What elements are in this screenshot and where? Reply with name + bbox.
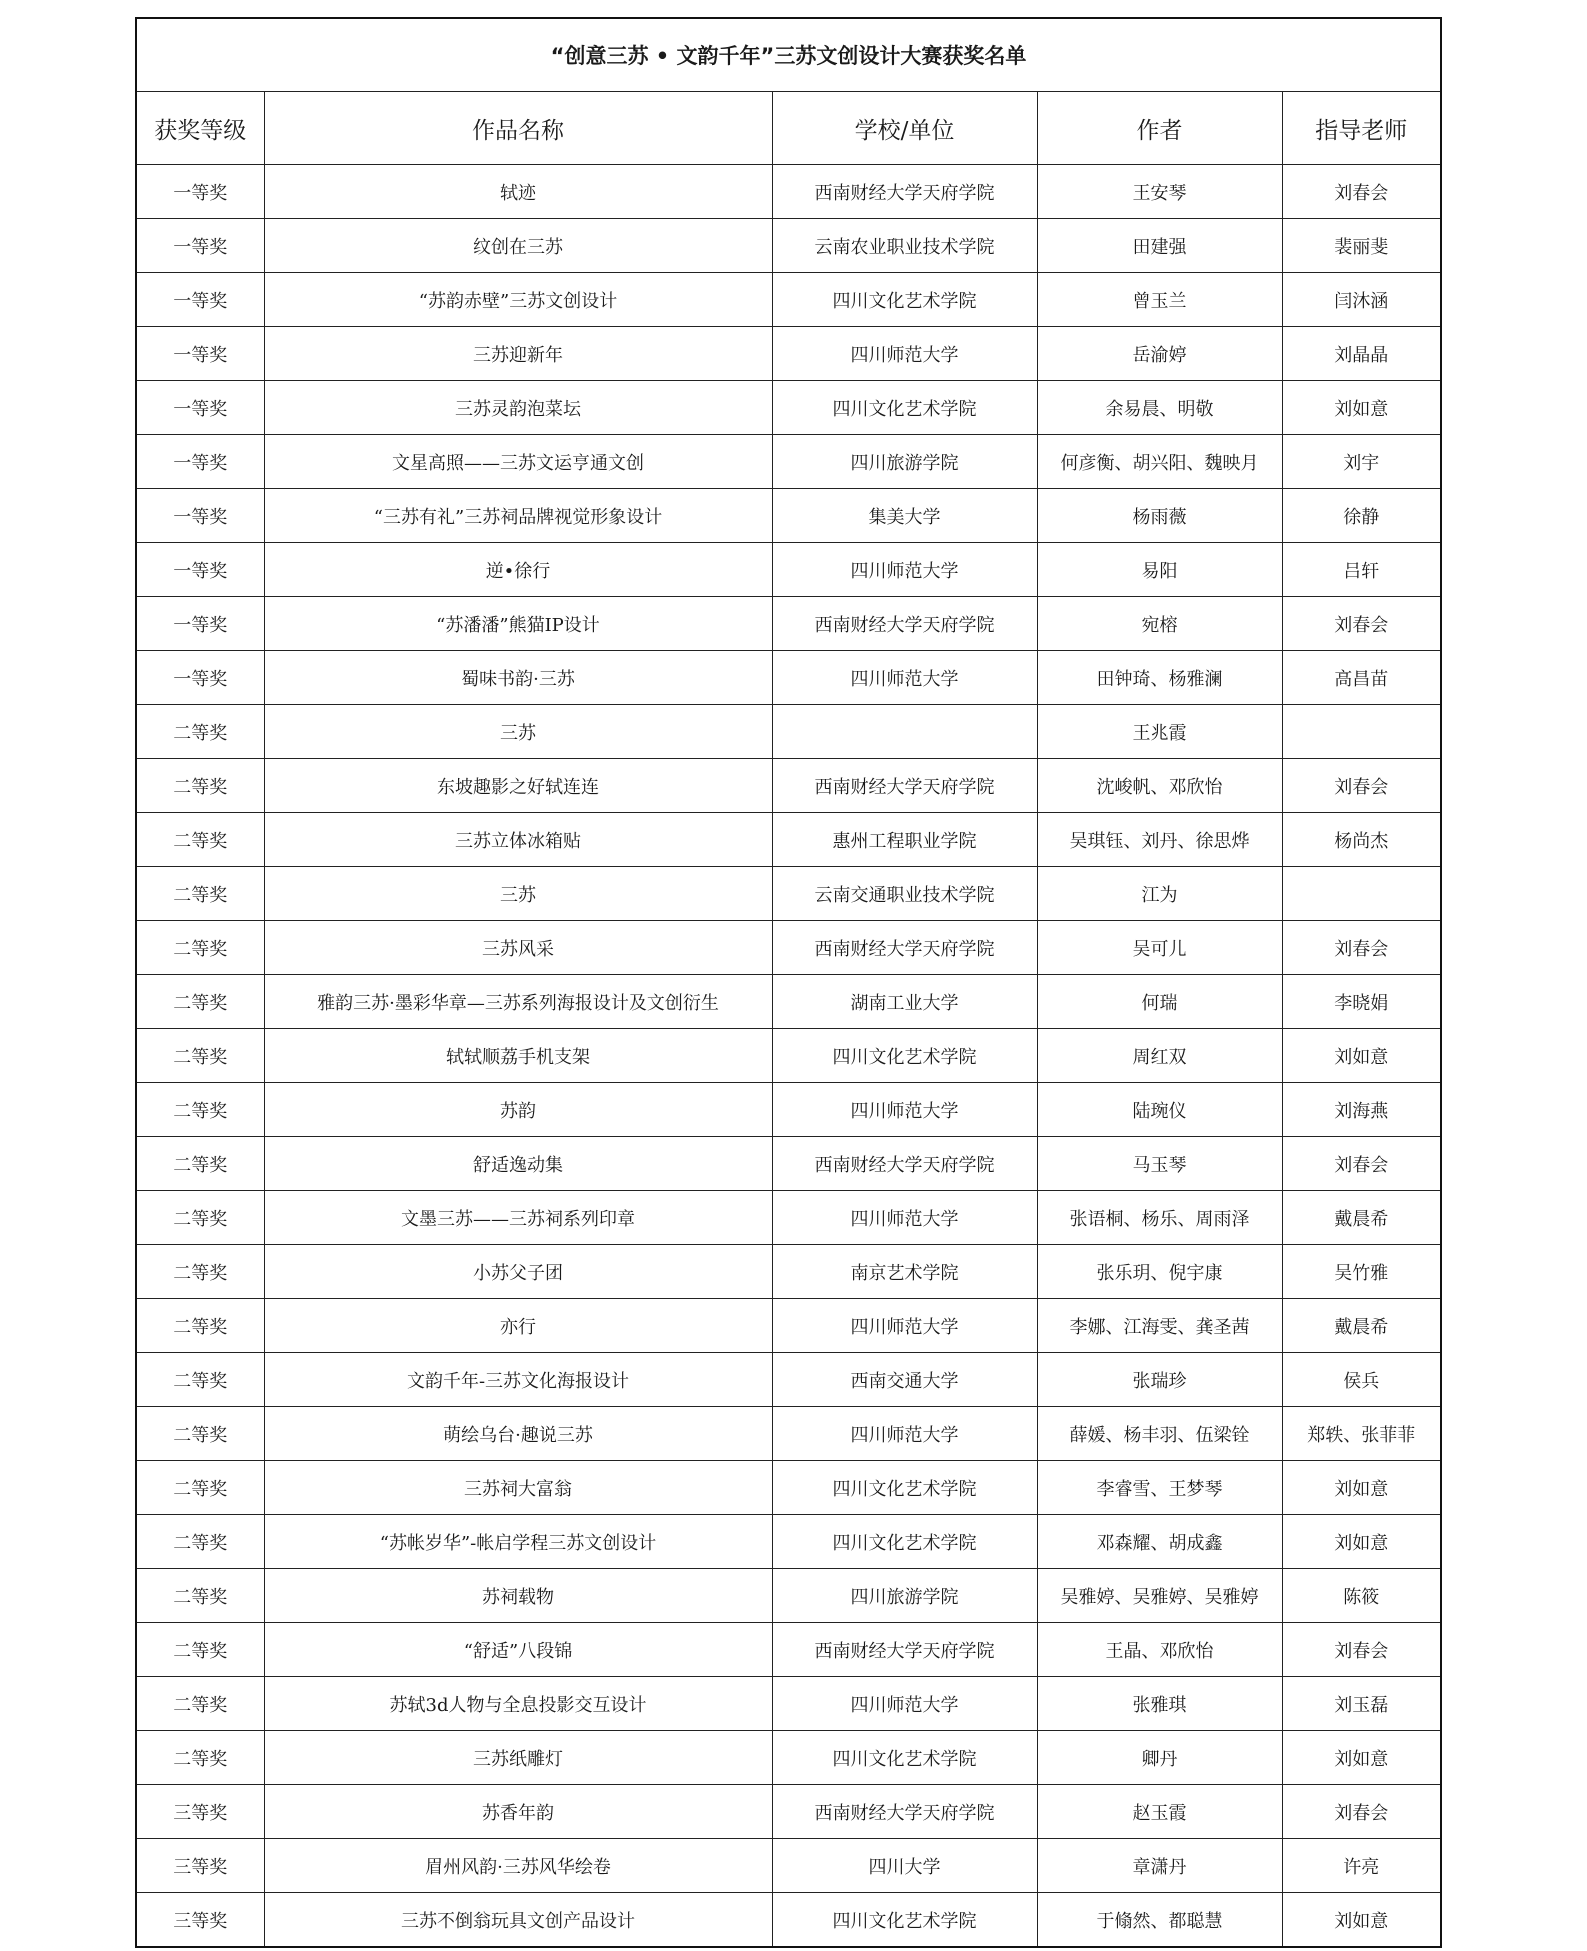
table-row (136, 921, 1441, 975)
cell-author: 何瑞 (1037, 975, 1282, 1029)
cell-work: “舒适”八段锦 (264, 1623, 772, 1677)
cell-work: 三苏 (264, 705, 772, 759)
table-title: “创意三苏 • 文韵千年”三苏文创设计大赛获奖名单 (136, 18, 1441, 92)
cell-school: 南京艺术学院 (772, 1245, 1037, 1299)
cell-teacher: 刘春会 (1282, 759, 1441, 813)
cell-level: 二等奖 (136, 1731, 264, 1785)
cell-teacher: 吕轩 (1282, 543, 1441, 597)
cell-teacher: 徐静 (1282, 489, 1441, 543)
cell-school: 西南财经大学天府学院 (772, 1623, 1037, 1677)
cell-teacher: 侯兵 (1282, 1353, 1441, 1407)
cell-teacher: 陈筱 (1282, 1569, 1441, 1623)
table-row (136, 435, 1441, 489)
table-row (136, 1353, 1441, 1407)
cell-work: 文韵千年-三苏文化海报设计 (264, 1353, 772, 1407)
table-row (136, 219, 1441, 273)
cell-work: 苏香年韵 (264, 1785, 772, 1839)
cell-school (772, 705, 1037, 759)
cell-author: 杨雨薇 (1037, 489, 1282, 543)
cell-school: 湖南工业大学 (772, 975, 1037, 1029)
cell-school: 西南财经大学天府学院 (772, 1785, 1037, 1839)
cell-work: “苏潘潘”熊猫IP设计 (264, 597, 772, 651)
cell-school: 四川大学 (772, 1839, 1037, 1893)
cell-work: 三苏不倒翁玩具文创产品设计 (264, 1893, 772, 1948)
cell-author: 赵玉霞 (1037, 1785, 1282, 1839)
cell-author: 李睿雪、王梦琴 (1037, 1461, 1282, 1515)
cell-work: 三苏祠大富翁 (264, 1461, 772, 1515)
cell-author: 易阳 (1037, 543, 1282, 597)
cell-level: 三等奖 (136, 1893, 264, 1948)
cell-school: 四川文化艺术学院 (772, 273, 1037, 327)
table-row (136, 1893, 1441, 1948)
table-row (136, 1299, 1441, 1353)
cell-author: 岳渝婷 (1037, 327, 1282, 381)
cell-author: 王安琴 (1037, 165, 1282, 219)
table-row (136, 543, 1441, 597)
cell-author: 王兆霞 (1037, 705, 1282, 759)
header-school: 学校/单位 (772, 92, 1037, 165)
cell-teacher: 吴竹雅 (1282, 1245, 1441, 1299)
cell-work: 舒适逸动集 (264, 1137, 772, 1191)
cell-teacher: 刘春会 (1282, 597, 1441, 651)
cell-school: 西南财经大学天府学院 (772, 1137, 1037, 1191)
table-row (136, 1083, 1441, 1137)
cell-teacher: 刘春会 (1282, 1785, 1441, 1839)
table-row (136, 1245, 1441, 1299)
cell-school: 四川文化艺术学院 (772, 1515, 1037, 1569)
cell-teacher (1282, 705, 1441, 759)
cell-school: 集美大学 (772, 489, 1037, 543)
cell-work: “三苏有礼”三苏祠品牌视觉形象设计 (264, 489, 772, 543)
cell-school: 四川师范大学 (772, 1677, 1037, 1731)
cell-level: 二等奖 (136, 759, 264, 813)
table-row (136, 759, 1441, 813)
cell-author: 田钟琦、杨雅澜 (1037, 651, 1282, 705)
cell-level: 三等奖 (136, 1839, 264, 1893)
cell-work: 蜀味书韵·三苏 (264, 651, 772, 705)
cell-level: 二等奖 (136, 1083, 264, 1137)
cell-school: 四川师范大学 (772, 543, 1037, 597)
cell-work: 文星高照——三苏文运亨通文创 (264, 435, 772, 489)
cell-author: 江为 (1037, 867, 1282, 921)
cell-school: 四川师范大学 (772, 1299, 1037, 1353)
cell-author: 张语桐、杨乐、周雨泽 (1037, 1191, 1282, 1245)
cell-level: 一等奖 (136, 489, 264, 543)
table-row (136, 1515, 1441, 1569)
table-row (136, 813, 1441, 867)
table-row (136, 867, 1441, 921)
cell-teacher: 杨尚杰 (1282, 813, 1441, 867)
cell-work: 亦行 (264, 1299, 772, 1353)
cell-school: 西南财经大学天府学院 (772, 165, 1037, 219)
cell-work: 苏轼3d人物与全息投影交互设计 (264, 1677, 772, 1731)
table-row (136, 1677, 1441, 1731)
cell-level: 二等奖 (136, 1623, 264, 1677)
cell-school: 西南财经大学天府学院 (772, 597, 1037, 651)
cell-school: 四川师范大学 (772, 1191, 1037, 1245)
cell-teacher: 刘如意 (1282, 1461, 1441, 1515)
cell-teacher: 刘春会 (1282, 1623, 1441, 1677)
cell-level: 二等奖 (136, 1569, 264, 1623)
cell-school: 四川文化艺术学院 (772, 1893, 1037, 1948)
cell-teacher: 裴丽斐 (1282, 219, 1441, 273)
cell-school: 西南财经大学天府学院 (772, 759, 1037, 813)
table-row (136, 327, 1441, 381)
cell-level: 二等奖 (136, 1137, 264, 1191)
cell-author: 沈峻帆、邓欣怡 (1037, 759, 1282, 813)
cell-level: 一等奖 (136, 597, 264, 651)
cell-author: 王晶、邓欣怡 (1037, 1623, 1282, 1677)
cell-level: 二等奖 (136, 1299, 264, 1353)
table-row (136, 1137, 1441, 1191)
table-row (136, 1731, 1441, 1785)
cell-author: 于翛然、都聪慧 (1037, 1893, 1282, 1948)
title-row (136, 18, 1441, 92)
cell-work: 东坡趣影之好轼连连 (264, 759, 772, 813)
cell-level: 二等奖 (136, 1191, 264, 1245)
cell-level: 二等奖 (136, 1461, 264, 1515)
cell-teacher: 刘如意 (1282, 1893, 1441, 1948)
cell-author: 卿丹 (1037, 1731, 1282, 1785)
cell-author: 张雅琪 (1037, 1677, 1282, 1731)
cell-teacher: 刘海燕 (1282, 1083, 1441, 1137)
table-row (136, 975, 1441, 1029)
cell-level: 一等奖 (136, 273, 264, 327)
cell-school: 四川师范大学 (772, 1083, 1037, 1137)
cell-author: 周红双 (1037, 1029, 1282, 1083)
cell-level: 二等奖 (136, 1029, 264, 1083)
cell-work: 三苏纸雕灯 (264, 1731, 772, 1785)
cell-teacher (1282, 867, 1441, 921)
cell-level: 一等奖 (136, 165, 264, 219)
cell-work: 萌绘乌台·趣说三苏 (264, 1407, 772, 1461)
cell-school: 四川文化艺术学院 (772, 1731, 1037, 1785)
cell-level: 二等奖 (136, 1353, 264, 1407)
cell-work: “苏韵赤壁”三苏文创设计 (264, 273, 772, 327)
cell-author: 吴可儿 (1037, 921, 1282, 975)
cell-work: 小苏父子团 (264, 1245, 772, 1299)
header-work: 作品名称 (264, 92, 772, 165)
cell-author: 田建强 (1037, 219, 1282, 273)
table-row (136, 1407, 1441, 1461)
cell-work: 文墨三苏——三苏祠系列印章 (264, 1191, 772, 1245)
table-row (136, 1785, 1441, 1839)
cell-author: 张瑞珍 (1037, 1353, 1282, 1407)
cell-school: 云南农业职业技术学院 (772, 219, 1037, 273)
cell-author: 章潇丹 (1037, 1839, 1282, 1893)
cell-work: 苏韵 (264, 1083, 772, 1137)
cell-work: 雅韵三苏·墨彩华章—三苏系列海报设计及文创衍生 (264, 975, 772, 1029)
cell-school: 西南交通大学 (772, 1353, 1037, 1407)
table-row (136, 489, 1441, 543)
cell-work: 轼迹 (264, 165, 772, 219)
cell-teacher: 刘如意 (1282, 1029, 1441, 1083)
cell-level: 一等奖 (136, 327, 264, 381)
cell-teacher: 高昌苗 (1282, 651, 1441, 705)
cell-level: 一等奖 (136, 543, 264, 597)
cell-author: 李娜、江海雯、龚圣茜 (1037, 1299, 1282, 1353)
table-row (136, 1029, 1441, 1083)
cell-work: 三苏风采 (264, 921, 772, 975)
cell-work: 三苏迎新年 (264, 327, 772, 381)
cell-teacher: 许亮 (1282, 1839, 1441, 1893)
header-author: 作者 (1037, 92, 1282, 165)
table-row (136, 651, 1441, 705)
cell-author: 陆琬仪 (1037, 1083, 1282, 1137)
cell-school: 四川旅游学院 (772, 435, 1037, 489)
cell-level: 一等奖 (136, 435, 264, 489)
cell-level: 一等奖 (136, 219, 264, 273)
cell-teacher: 刘春会 (1282, 921, 1441, 975)
cell-level: 二等奖 (136, 1515, 264, 1569)
cell-level: 二等奖 (136, 975, 264, 1029)
cell-teacher: 刘晶晶 (1282, 327, 1441, 381)
table-row (136, 1623, 1441, 1677)
cell-school: 四川师范大学 (772, 1407, 1037, 1461)
awards-table (135, 17, 1442, 1948)
table-row (136, 1191, 1441, 1245)
cell-author: 余易晨、明敬 (1037, 381, 1282, 435)
cell-author: 邓森耀、胡成鑫 (1037, 1515, 1282, 1569)
table-row (136, 597, 1441, 651)
cell-author: 吴雅婷、吴雅婷、吴雅婷 (1037, 1569, 1282, 1623)
cell-work: 轼轼顺荔手机支架 (264, 1029, 772, 1083)
cell-author: 张乐玥、倪宇康 (1037, 1245, 1282, 1299)
table-row (136, 273, 1441, 327)
cell-author: 曾玉兰 (1037, 273, 1282, 327)
cell-school: 四川旅游学院 (772, 1569, 1037, 1623)
cell-level: 一等奖 (136, 651, 264, 705)
cell-level: 二等奖 (136, 813, 264, 867)
table-row (136, 1569, 1441, 1623)
cell-teacher: 闫沐涵 (1282, 273, 1441, 327)
cell-teacher: 刘如意 (1282, 1731, 1441, 1785)
table-row (136, 165, 1441, 219)
table-row (136, 1461, 1441, 1515)
cell-work: 三苏 (264, 867, 772, 921)
cell-teacher: 李晓娟 (1282, 975, 1441, 1029)
cell-teacher: 戴晨希 (1282, 1191, 1441, 1245)
cell-work: 纹创在三苏 (264, 219, 772, 273)
table-row (136, 381, 1441, 435)
cell-school: 四川文化艺术学院 (772, 1029, 1037, 1083)
cell-work: “苏帐岁华”-帐启学程三苏文创设计 (264, 1515, 772, 1569)
cell-level: 二等奖 (136, 1245, 264, 1299)
header-row (136, 92, 1441, 165)
cell-level: 二等奖 (136, 921, 264, 975)
table-row (136, 1839, 1441, 1893)
header-teacher: 指导老师 (1282, 92, 1441, 165)
cell-author: 吴琪钰、刘丹、徐思烨 (1037, 813, 1282, 867)
cell-school: 西南财经大学天府学院 (772, 921, 1037, 975)
cell-teacher: 郑轶、张菲菲 (1282, 1407, 1441, 1461)
cell-work: 眉州风韵·三苏风华绘卷 (264, 1839, 772, 1893)
cell-work: 三苏立体冰箱贴 (264, 813, 772, 867)
header-level: 获奖等级 (136, 92, 264, 165)
cell-author: 宛榕 (1037, 597, 1282, 651)
cell-work: 三苏灵韵泡菜坛 (264, 381, 772, 435)
cell-level: 三等奖 (136, 1785, 264, 1839)
cell-school: 云南交通职业技术学院 (772, 867, 1037, 921)
cell-author: 薛媛、杨丰羽、伍梁铨 (1037, 1407, 1282, 1461)
cell-work: 苏祠载物 (264, 1569, 772, 1623)
cell-school: 惠州工程职业学院 (772, 813, 1037, 867)
cell-school: 四川文化艺术学院 (772, 381, 1037, 435)
cell-teacher: 刘玉磊 (1282, 1677, 1441, 1731)
award-rows (136, 165, 1441, 1948)
cell-teacher: 戴晨希 (1282, 1299, 1441, 1353)
cell-school: 四川师范大学 (772, 651, 1037, 705)
table-row (136, 705, 1441, 759)
cell-teacher: 刘春会 (1282, 1137, 1441, 1191)
cell-level: 二等奖 (136, 867, 264, 921)
cell-teacher: 刘如意 (1282, 1515, 1441, 1569)
cell-school: 四川文化艺术学院 (772, 1461, 1037, 1515)
cell-teacher: 刘如意 (1282, 381, 1441, 435)
cell-author: 何彦衡、胡兴阳、魏映月 (1037, 435, 1282, 489)
cell-level: 一等奖 (136, 381, 264, 435)
cell-level: 二等奖 (136, 705, 264, 759)
cell-school: 四川师范大学 (772, 327, 1037, 381)
cell-teacher: 刘春会 (1282, 165, 1441, 219)
cell-work: 逆•徐行 (264, 543, 772, 597)
cell-level: 二等奖 (136, 1677, 264, 1731)
cell-teacher: 刘宇 (1282, 435, 1441, 489)
cell-level: 二等奖 (136, 1407, 264, 1461)
cell-author: 马玉琴 (1037, 1137, 1282, 1191)
